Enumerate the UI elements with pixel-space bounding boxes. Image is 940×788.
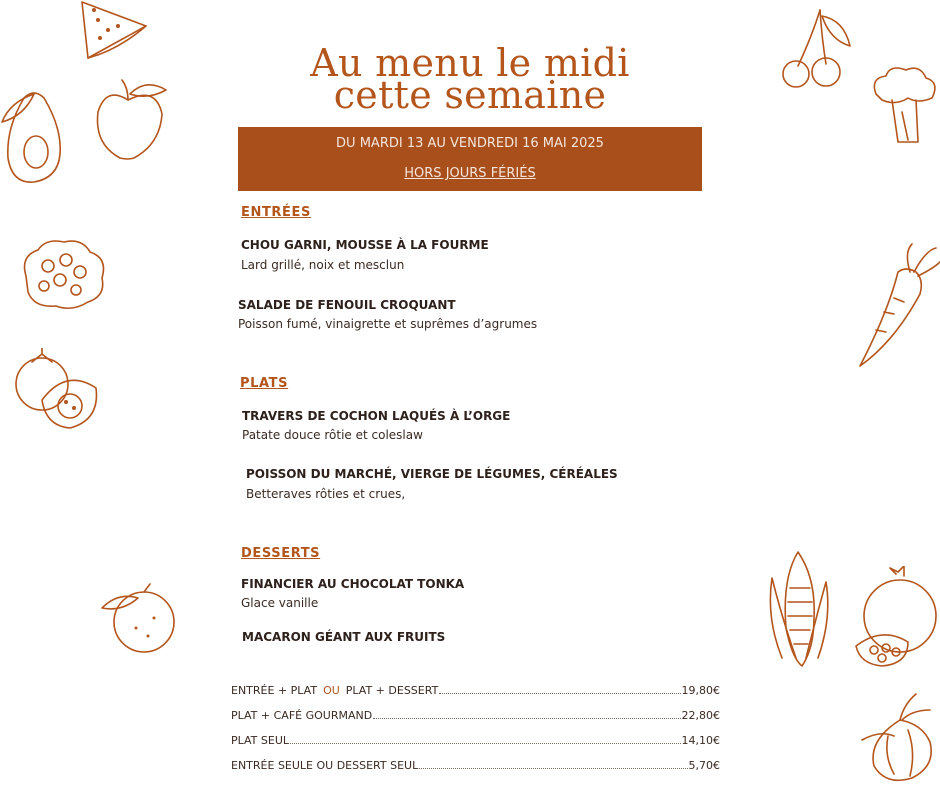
section-heading-entrees: ENTRÉES [241, 205, 311, 220]
dot-leader [439, 692, 680, 694]
avocado-icon [0, 88, 72, 188]
menu-title-line2: cette semaine [333, 73, 607, 117]
carrot-icon [854, 242, 940, 370]
dish-name: CHOU GARNI, MOUSSE À LA FOURME [241, 238, 489, 252]
pomegranate-icon [852, 566, 940, 670]
menu-title-line1: Au menu le midi [310, 41, 630, 85]
watermelon-icon [78, 0, 150, 64]
dish-name: POISSON DU MARCHÉ, VIERGE DE LÉGUMES, CÉRÉALES [246, 467, 618, 481]
price-value: 19,80€ [681, 684, 720, 697]
onion-icon [860, 690, 940, 786]
tomato-icon [10, 348, 100, 430]
price-label: PLAT + DESSERT [345, 684, 439, 697]
dot-leader [373, 717, 680, 719]
dish-description: Betteraves rôties et crues, [246, 487, 406, 501]
price-value: 5,70€ [688, 759, 720, 772]
section-heading-desserts: DESSERTS [241, 546, 321, 561]
price-label: PLAT + CAFÉ GOURMAND [231, 709, 373, 722]
price-label: ENTRÉE SEULE OU DESSERT SEUL [231, 759, 419, 772]
banner-dates: DU MARDI 13 AU VENDREDI 16 MAI 2025 [336, 136, 604, 151]
dish-description: Patate douce rôtie et coleslaw [242, 428, 423, 442]
price-row [231, 684, 720, 697]
dot-leader [290, 742, 680, 744]
orange-icon [98, 578, 182, 654]
apple-icon [90, 78, 170, 164]
price-label: ENTRÉE + PLAT [231, 684, 318, 697]
price-row [231, 759, 720, 772]
price-row [231, 709, 720, 722]
price-or: OU [323, 684, 340, 697]
broccoli-icon [868, 64, 940, 146]
dish-description: Poisson fumé, vinaigrette et suprêmes d’agrumes [238, 317, 538, 331]
price-value: 14,10€ [681, 734, 720, 747]
dot-leader [419, 767, 687, 769]
corn-icon [762, 548, 834, 672]
dish-name: SALADE DE FENOUIL CROQUANT [238, 298, 456, 312]
dish-name: FINANCIER AU CHOCOLAT TONKA [241, 577, 465, 591]
dish-description: Lard grillé, noix et mesclun [241, 258, 405, 272]
price-row [231, 734, 720, 747]
date-banner [238, 127, 702, 191]
dish-name: MACARON GÉANT AUX FRUITS [242, 630, 446, 644]
cherries-icon [778, 6, 858, 90]
section-heading-plats: PLATS [240, 376, 289, 391]
cauliflower-icon [16, 236, 110, 314]
banner-note: HORS JOURS FÉRIÉS [404, 166, 536, 181]
price-label: PLAT SEUL [231, 734, 290, 747]
dish-description: Glace vanille [241, 596, 319, 610]
dish-name: TRAVERS DE COCHON LAQUÉS À L’ORGE [242, 409, 511, 423]
price-value: 22,80€ [681, 709, 720, 722]
